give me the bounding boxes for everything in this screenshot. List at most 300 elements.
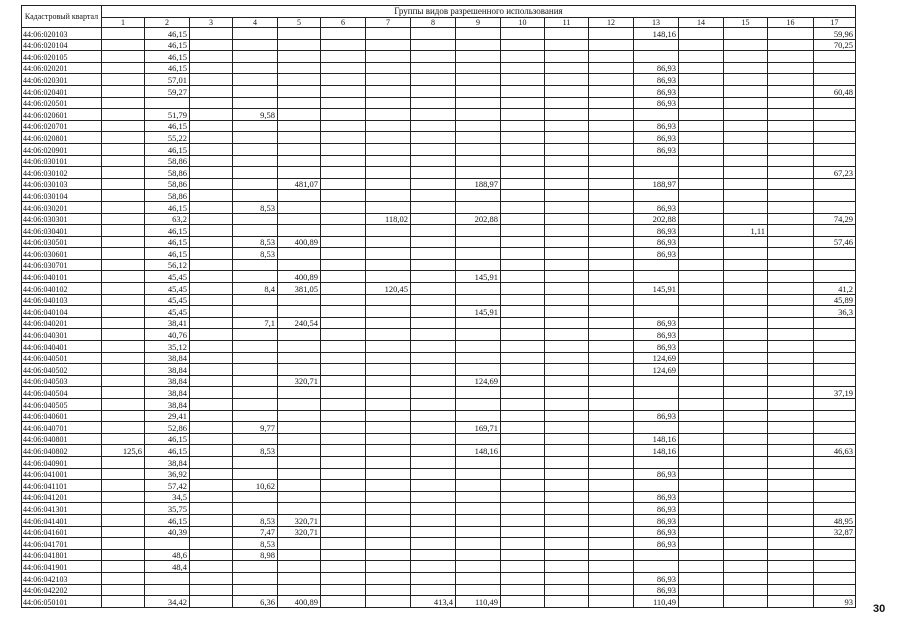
- value-cell: [278, 445, 321, 457]
- value-cell: [411, 271, 456, 283]
- page-number: 30: [873, 603, 886, 615]
- value-cell: [278, 85, 321, 97]
- zoning-rates-table: [21, 5, 856, 608]
- value-cell: [501, 178, 545, 190]
- value-cell: 86,93: [634, 526, 679, 538]
- value-cell: [679, 503, 724, 515]
- value-cell: [278, 97, 321, 109]
- value-cell: [501, 561, 545, 573]
- value-cell: [102, 491, 145, 503]
- value-cell: [814, 201, 856, 213]
- value-cell: [366, 433, 411, 445]
- value-cell: [233, 190, 278, 202]
- value-cell: [814, 190, 856, 202]
- value-cell: [679, 39, 724, 51]
- value-cell: [501, 225, 545, 237]
- value-cell: 148,16: [634, 433, 679, 445]
- value-cell: [501, 456, 545, 468]
- value-cell: [724, 433, 768, 445]
- value-cell: [190, 491, 233, 503]
- value-cell: [233, 399, 278, 411]
- value-cell: [724, 97, 768, 109]
- value-cell: 55,22: [145, 132, 190, 144]
- value-cell: 48,95: [814, 514, 856, 526]
- value-cell: [589, 503, 634, 515]
- value-cell: [679, 143, 724, 155]
- value-cell: 86,93: [634, 120, 679, 132]
- value-cell: [501, 74, 545, 86]
- value-cell: [501, 306, 545, 318]
- value-cell: [411, 109, 456, 121]
- value-cell: [679, 74, 724, 86]
- value-cell: [634, 549, 679, 561]
- value-cell: [724, 259, 768, 271]
- kadastr-cell: 44:06:030701: [22, 259, 102, 271]
- value-cell: [724, 143, 768, 155]
- column-header: 3: [190, 18, 233, 28]
- value-cell: [456, 572, 501, 584]
- value-cell: [102, 120, 145, 132]
- value-cell: [321, 28, 366, 40]
- value-cell: [768, 178, 814, 190]
- value-cell: [634, 399, 679, 411]
- kadastr-cell: 44:06:040101: [22, 271, 102, 283]
- value-cell: [545, 584, 589, 596]
- value-cell: [278, 538, 321, 550]
- value-cell: [679, 561, 724, 573]
- value-cell: [814, 329, 856, 341]
- value-cell: [768, 213, 814, 225]
- value-cell: [456, 329, 501, 341]
- value-cell: [366, 317, 411, 329]
- table-row: [22, 283, 856, 295]
- value-cell: [679, 572, 724, 584]
- value-cell: [768, 549, 814, 561]
- value-cell: 38,41: [145, 317, 190, 329]
- value-cell: [634, 375, 679, 387]
- value-cell: [545, 167, 589, 179]
- value-cell: [814, 491, 856, 503]
- value-cell: [768, 132, 814, 144]
- value-cell: [278, 480, 321, 492]
- value-cell: [233, 433, 278, 445]
- value-cell: [679, 596, 724, 608]
- value-cell: [233, 294, 278, 306]
- value-cell: [233, 352, 278, 364]
- value-cell: [278, 62, 321, 74]
- value-cell: [634, 51, 679, 63]
- value-cell: 86,93: [634, 341, 679, 353]
- value-cell: [411, 190, 456, 202]
- value-cell: [814, 259, 856, 271]
- value-cell: 118,02: [366, 213, 411, 225]
- value-cell: 86,93: [634, 584, 679, 596]
- value-cell: [545, 445, 589, 457]
- value-cell: [545, 399, 589, 411]
- table-row: [22, 329, 856, 341]
- value-cell: [456, 514, 501, 526]
- value-cell: [102, 74, 145, 86]
- value-cell: [321, 120, 366, 132]
- value-cell: [501, 283, 545, 295]
- value-cell: [102, 341, 145, 353]
- value-cell: [190, 143, 233, 155]
- value-cell: [679, 236, 724, 248]
- value-cell: [768, 190, 814, 202]
- value-cell: [102, 155, 145, 167]
- value-cell: [768, 387, 814, 399]
- value-cell: [190, 572, 233, 584]
- value-cell: [366, 364, 411, 376]
- value-cell: [321, 306, 366, 318]
- value-cell: [411, 132, 456, 144]
- value-cell: [233, 375, 278, 387]
- value-cell: [501, 538, 545, 550]
- value-cell: [545, 561, 589, 573]
- column-header: 11: [545, 18, 589, 28]
- value-cell: [366, 294, 411, 306]
- value-cell: [411, 167, 456, 179]
- value-cell: 46,15: [145, 248, 190, 260]
- value-cell: [768, 352, 814, 364]
- value-cell: [190, 399, 233, 411]
- value-cell: [190, 85, 233, 97]
- table-row: [22, 109, 856, 121]
- table-row: [22, 387, 856, 399]
- value-cell: [456, 526, 501, 538]
- value-cell: [724, 572, 768, 584]
- value-cell: [456, 259, 501, 271]
- value-cell: [768, 491, 814, 503]
- value-cell: [679, 538, 724, 550]
- value-cell: 188,97: [456, 178, 501, 190]
- value-cell: [233, 410, 278, 422]
- value-cell: 381,05: [278, 283, 321, 295]
- table-row: [22, 51, 856, 63]
- value-cell: [278, 155, 321, 167]
- value-cell: [321, 74, 366, 86]
- value-cell: [102, 329, 145, 341]
- value-cell: [411, 236, 456, 248]
- value-cell: [321, 109, 366, 121]
- table-row: [22, 248, 856, 260]
- value-cell: 60,48: [814, 85, 856, 97]
- value-cell: [278, 225, 321, 237]
- value-cell: 8,98: [233, 549, 278, 561]
- value-cell: [768, 248, 814, 260]
- value-cell: [233, 584, 278, 596]
- value-cell: [814, 549, 856, 561]
- table-row: [22, 306, 856, 318]
- table-row: [22, 503, 856, 515]
- value-cell: [456, 201, 501, 213]
- value-cell: [814, 271, 856, 283]
- value-cell: [501, 596, 545, 608]
- table-row: [22, 456, 856, 468]
- value-cell: 57,42: [145, 480, 190, 492]
- value-cell: [814, 225, 856, 237]
- value-cell: [321, 62, 366, 74]
- value-cell: [589, 317, 634, 329]
- value-cell: [366, 468, 411, 480]
- value-cell: [366, 456, 411, 468]
- value-cell: [366, 422, 411, 434]
- value-cell: [679, 178, 724, 190]
- value-cell: 46,15: [145, 514, 190, 526]
- kadastr-cell: 44:06:040901: [22, 456, 102, 468]
- kadastr-cell: 44:06:020105: [22, 51, 102, 63]
- value-cell: 86,93: [634, 468, 679, 480]
- value-cell: [724, 28, 768, 40]
- value-cell: [634, 561, 679, 573]
- value-cell: [411, 526, 456, 538]
- value-cell: [589, 283, 634, 295]
- value-cell: [589, 306, 634, 318]
- value-cell: [145, 572, 190, 584]
- value-cell: [501, 491, 545, 503]
- value-cell: [233, 62, 278, 74]
- value-cell: [190, 74, 233, 86]
- value-cell: 86,93: [634, 317, 679, 329]
- value-cell: 125,6: [102, 445, 145, 457]
- value-cell: [545, 526, 589, 538]
- value-cell: [501, 433, 545, 445]
- value-cell: [278, 456, 321, 468]
- value-cell: [321, 399, 366, 411]
- value-cell: [589, 352, 634, 364]
- value-cell: [233, 28, 278, 40]
- value-cell: [545, 190, 589, 202]
- value-cell: 59,27: [145, 85, 190, 97]
- value-cell: [679, 167, 724, 179]
- value-cell: [814, 375, 856, 387]
- value-cell: [456, 97, 501, 109]
- value-cell: [724, 468, 768, 480]
- value-cell: 46,15: [145, 445, 190, 457]
- kadastr-cell: 44:06:040102: [22, 283, 102, 295]
- value-cell: 86,93: [634, 329, 679, 341]
- value-cell: [278, 201, 321, 213]
- value-cell: [768, 596, 814, 608]
- value-cell: [679, 271, 724, 283]
- value-cell: [102, 387, 145, 399]
- value-cell: [411, 480, 456, 492]
- value-cell: [724, 445, 768, 457]
- value-cell: [321, 248, 366, 260]
- value-cell: [501, 317, 545, 329]
- table-row: [22, 572, 856, 584]
- value-cell: [589, 178, 634, 190]
- value-cell: [679, 491, 724, 503]
- kadastr-cell: 44:06:020201: [22, 62, 102, 74]
- kadastr-cell: 44:06:040504: [22, 387, 102, 399]
- value-cell: [102, 317, 145, 329]
- value-cell: [456, 283, 501, 295]
- value-cell: [545, 387, 589, 399]
- value-cell: [679, 62, 724, 74]
- value-cell: [501, 51, 545, 63]
- table-row: [22, 561, 856, 573]
- kadastr-cell: 44:06:020601: [22, 109, 102, 121]
- value-cell: [724, 503, 768, 515]
- value-cell: [233, 51, 278, 63]
- value-cell: [190, 584, 233, 596]
- value-cell: [724, 39, 768, 51]
- value-cell: 86,93: [634, 236, 679, 248]
- value-cell: [724, 132, 768, 144]
- value-cell: [679, 387, 724, 399]
- value-cell: [190, 422, 233, 434]
- value-cell: [456, 28, 501, 40]
- kadastr-cell: 44:06:030501: [22, 236, 102, 248]
- value-cell: 67,23: [814, 167, 856, 179]
- value-cell: [366, 445, 411, 457]
- value-cell: [589, 225, 634, 237]
- value-cell: [634, 306, 679, 318]
- value-cell: [768, 584, 814, 596]
- value-cell: [456, 584, 501, 596]
- value-cell: [634, 167, 679, 179]
- value-cell: [102, 201, 145, 213]
- value-cell: [102, 62, 145, 74]
- value-cell: 120,45: [366, 283, 411, 295]
- value-cell: [233, 213, 278, 225]
- value-cell: [190, 329, 233, 341]
- kadastr-cell: 44:06:040502: [22, 364, 102, 376]
- kadastr-cell: 44:06:020801: [22, 132, 102, 144]
- value-cell: [589, 341, 634, 353]
- value-cell: [679, 480, 724, 492]
- kadastr-cell: 44:06:042103: [22, 572, 102, 584]
- value-cell: 86,93: [634, 97, 679, 109]
- value-cell: [589, 28, 634, 40]
- value-cell: 86,93: [634, 572, 679, 584]
- value-cell: 58,86: [145, 155, 190, 167]
- value-cell: [589, 329, 634, 341]
- table-row: [22, 294, 856, 306]
- value-cell: [679, 352, 724, 364]
- value-cell: [545, 97, 589, 109]
- table-row: [22, 375, 856, 387]
- column-header: 1: [102, 18, 145, 28]
- value-cell: [190, 28, 233, 40]
- value-cell: [814, 120, 856, 132]
- value-cell: [456, 387, 501, 399]
- value-cell: [321, 283, 366, 295]
- table-row: [22, 399, 856, 411]
- value-cell: 38,84: [145, 456, 190, 468]
- value-cell: [545, 51, 589, 63]
- value-cell: [366, 178, 411, 190]
- value-cell: [814, 456, 856, 468]
- value-cell: [321, 561, 366, 573]
- value-cell: [366, 584, 411, 596]
- value-cell: [233, 387, 278, 399]
- value-cell: 169,71: [456, 422, 501, 434]
- value-cell: [233, 561, 278, 573]
- kadastr-cell: 44:06:041601: [22, 526, 102, 538]
- table-row: [22, 201, 856, 213]
- kadastr-cell: 44:06:020501: [22, 97, 102, 109]
- value-cell: [545, 259, 589, 271]
- value-cell: [321, 514, 366, 526]
- value-cell: [814, 132, 856, 144]
- value-cell: [190, 39, 233, 51]
- value-cell: [233, 155, 278, 167]
- value-cell: 320,71: [278, 514, 321, 526]
- value-cell: 145,91: [456, 306, 501, 318]
- value-cell: [814, 410, 856, 422]
- value-cell: [679, 97, 724, 109]
- value-cell: [233, 143, 278, 155]
- value-cell: [190, 51, 233, 63]
- value-cell: [768, 364, 814, 376]
- value-cell: [102, 213, 145, 225]
- value-cell: [366, 85, 411, 97]
- value-cell: [278, 399, 321, 411]
- value-cell: [589, 549, 634, 561]
- kadastr-cell: 44:06:040501: [22, 352, 102, 364]
- value-cell: [366, 514, 411, 526]
- value-cell: [321, 201, 366, 213]
- value-cell: [589, 422, 634, 434]
- value-cell: [501, 399, 545, 411]
- value-cell: 34,5: [145, 491, 190, 503]
- value-cell: [366, 549, 411, 561]
- value-cell: [814, 584, 856, 596]
- value-cell: [278, 213, 321, 225]
- value-cell: 59,96: [814, 28, 856, 40]
- value-cell: [278, 503, 321, 515]
- value-cell: [102, 456, 145, 468]
- value-cell: [102, 236, 145, 248]
- value-cell: [545, 352, 589, 364]
- value-cell: [589, 364, 634, 376]
- value-cell: [545, 375, 589, 387]
- value-cell: [190, 97, 233, 109]
- value-cell: [501, 549, 545, 561]
- value-cell: [278, 259, 321, 271]
- table-row: [22, 433, 856, 445]
- value-cell: [190, 294, 233, 306]
- value-cell: [814, 572, 856, 584]
- value-cell: [589, 468, 634, 480]
- value-cell: [366, 51, 411, 63]
- table-row: [22, 468, 856, 480]
- value-cell: [679, 375, 724, 387]
- value-cell: [814, 97, 856, 109]
- value-cell: [814, 317, 856, 329]
- kadastr-cell: 44:06:050101: [22, 596, 102, 608]
- value-cell: [321, 225, 366, 237]
- value-cell: [634, 190, 679, 202]
- value-cell: [456, 538, 501, 550]
- value-cell: [679, 109, 724, 121]
- value-cell: [589, 143, 634, 155]
- value-cell: [411, 201, 456, 213]
- value-cell: [102, 178, 145, 190]
- value-cell: [768, 236, 814, 248]
- value-cell: [456, 236, 501, 248]
- value-cell: [768, 39, 814, 51]
- value-cell: [501, 109, 545, 121]
- value-cell: [589, 491, 634, 503]
- value-cell: [814, 399, 856, 411]
- value-cell: [768, 283, 814, 295]
- value-cell: [545, 491, 589, 503]
- value-cell: [456, 503, 501, 515]
- value-cell: 8,53: [233, 514, 278, 526]
